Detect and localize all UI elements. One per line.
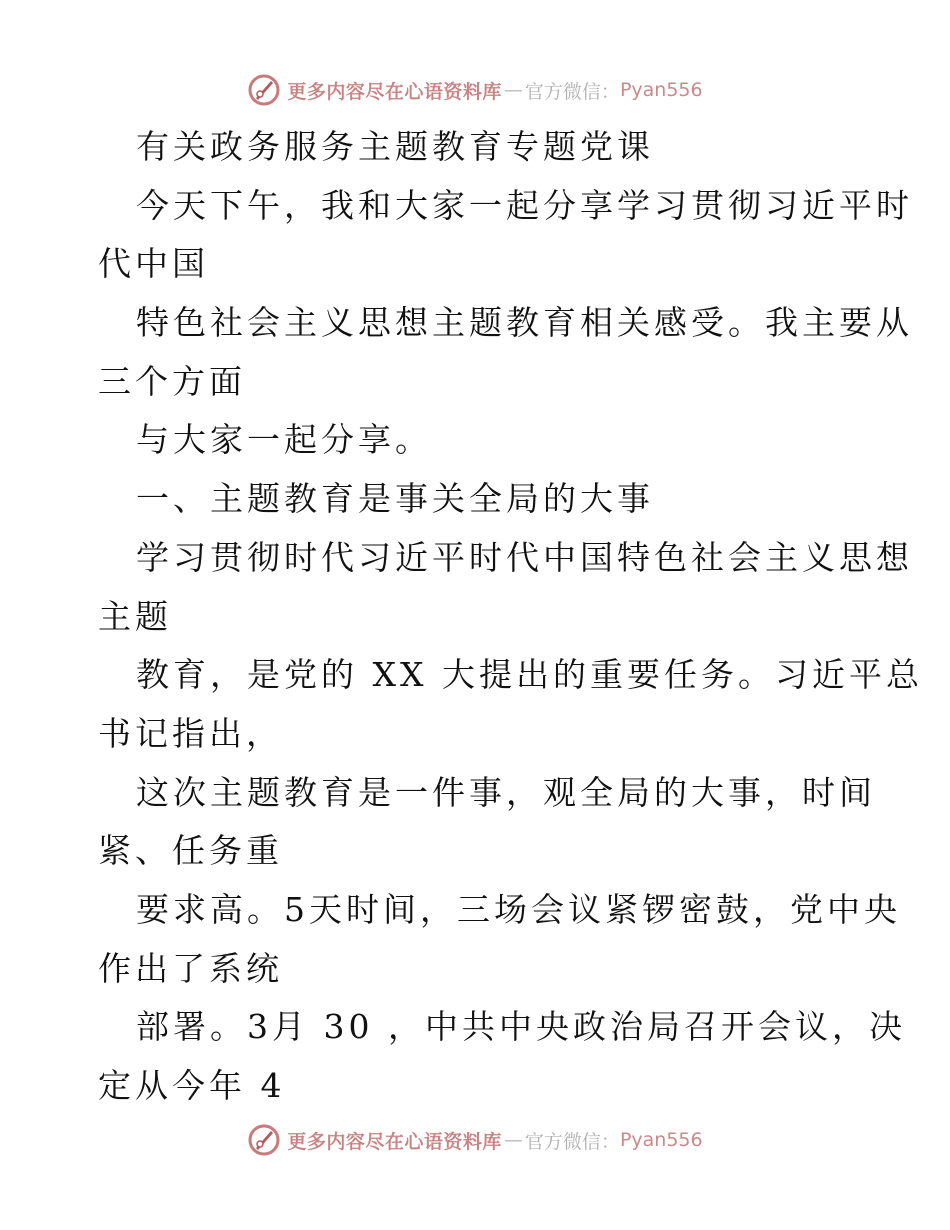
watermark-wechat-label: 官方微信：: [524, 1130, 620, 1153]
watermark-wechat-id: Pyan556: [619, 1129, 703, 1151]
text-line: 要求高。5天时间，三场会议紧锣密鼓，党中央: [136, 889, 901, 929]
watermark-wechat-label: 官方微信：: [524, 80, 620, 103]
text-line: 有关政务服务主题教育专题党课: [136, 127, 654, 166]
footer-watermark: [0, 1120, 950, 1160]
text-line: 主题: [98, 596, 172, 636]
text-line: 定从今年 4: [98, 1066, 286, 1105]
text-line: 书记指出，: [98, 713, 283, 753]
text-line: 与大家一起分享。: [136, 420, 432, 460]
text-line: 三个方面: [98, 361, 246, 401]
quill-logo-icon: [247, 73, 281, 107]
text-line: 今天下午，我和大家一起分享学习贯彻习近平时: [136, 185, 913, 225]
text-line: 这次主题教育是一件事，观全局的大事，时间: [136, 772, 876, 812]
watermark-wechat-id: Pyan556: [619, 79, 703, 101]
text-line: 一、主题教育是事关全局的大事: [136, 479, 654, 519]
watermark-dash: —: [503, 79, 523, 101]
watermark-site-name: 更多内容尽在心语资料库: [287, 80, 502, 103]
watermark-site-name: 更多内容尽在心语资料库: [287, 1130, 502, 1153]
header-watermark: [0, 70, 950, 110]
text-line: 特色社会主义思想主题教育相关感受。我主要从: [136, 303, 913, 343]
text-line: 紧、任务重: [98, 831, 283, 871]
text-line: 教育，是党的 XX 大提出的重要任务。习近平总: [136, 655, 923, 695]
text-line: 学习贯彻时代习近平时代中国特色社会主义思想: [136, 537, 913, 577]
watermark-dash: —: [503, 1129, 523, 1151]
text-line: 部署。3月 30 ，中共中央政治局召开会议，决: [136, 1007, 906, 1047]
quill-logo-icon: [247, 1123, 281, 1157]
text-line: 代中国: [98, 244, 209, 284]
text-line: 作出了系统: [98, 948, 283, 988]
document-body: [98, 118, 923, 1116]
